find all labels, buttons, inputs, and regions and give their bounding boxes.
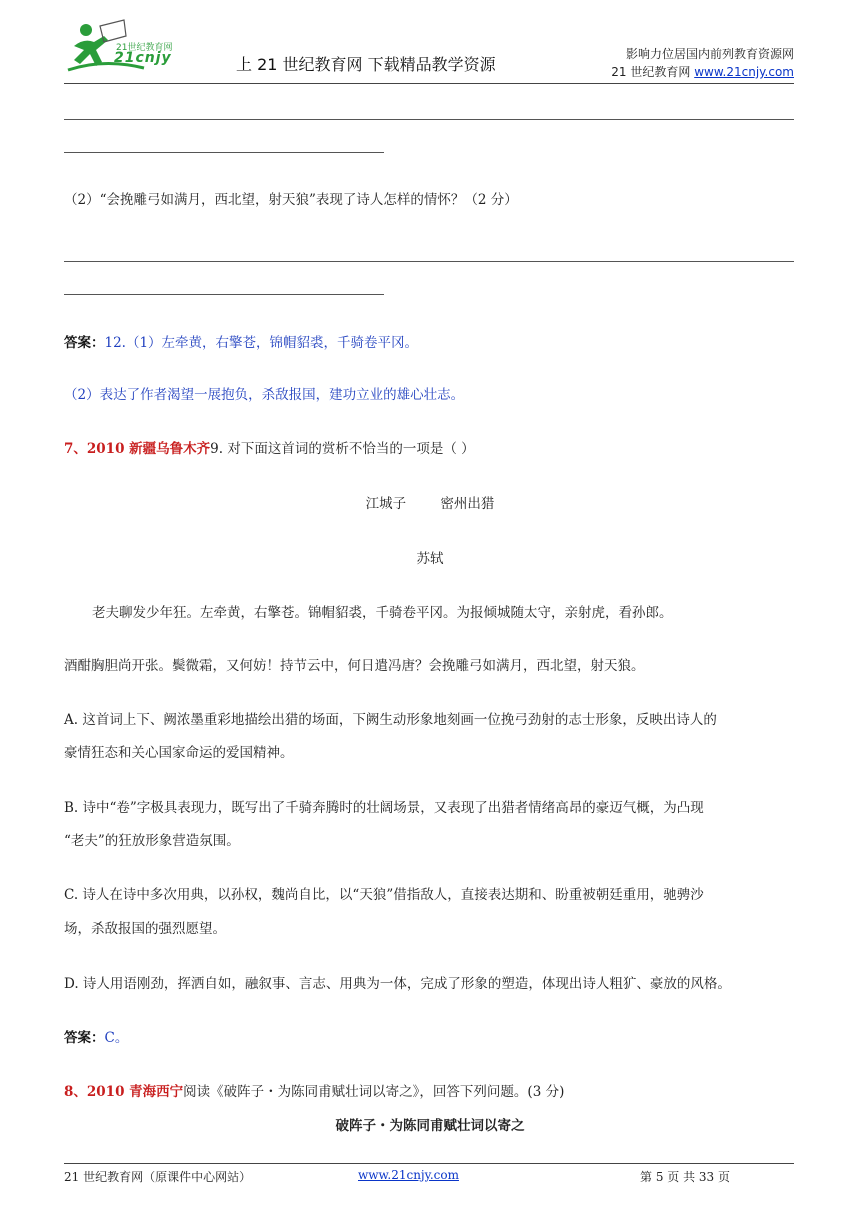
answer-text: C。 [104, 1030, 129, 1046]
item-7-heading [64, 440, 475, 458]
poem-title: 江城子 密州出猎 [365, 496, 495, 512]
logo-text-bottom: 21cnjy [114, 50, 172, 66]
footer-divider [64, 1163, 794, 1164]
answer-text: 12.（1）左牵黄，右擎苍，锦帽貂裘，千骑卷平冈。 [104, 335, 419, 351]
item-8-question: 阅读《破阵子・为陈同甫赋壮词以寄之》，回答下列问题。(3 分) [183, 1084, 565, 1100]
item-7-source: 7、2010 新疆乌鲁木齐 [64, 441, 211, 457]
header-site-link[interactable]: www.21cnjy.com [694, 65, 794, 79]
option-c-line-2: 场，杀敌报国的强烈愿望。 [64, 921, 226, 937]
option-d: D. 诗人用语刚劲，挥洒自如，融叙事、言志、用典为一体，完成了形象的塑造，体现出诗人粗犷、豪放的风格。 [64, 976, 731, 992]
footer-page-number: 第 5 页 共 33 页 [640, 1170, 730, 1184]
answer-label: 答案： [64, 335, 105, 351]
poem-line-2: 酒酣胸胆尚开张。鬓微霜，又何妨！持节云中，何日遣冯唐？会挽雕弓如满月，西北望，射天狼。 [64, 658, 645, 674]
footer-left: 21 世纪教育网（原课件中心网站） [64, 1170, 252, 1184]
header-tagline: 影响力位居国内前列教育资源网 [625, 47, 794, 61]
item-7-answer [64, 1029, 128, 1047]
poem-line-1: 老夫聊发少年狂。左牵黄，右擎苍。锦帽貂裘，千骑卷平冈。为报倾城随太守，亲射虎，看孙郎。 [92, 605, 673, 621]
answer-line [64, 152, 384, 153]
header-site-name: 21 世纪教育网 [611, 65, 695, 79]
answer-12-part1 [64, 334, 418, 352]
header-title: 上 21 世纪教育网 下载精品教学资源 [236, 55, 496, 74]
footer-link[interactable]: www.21cnjy.com [358, 1168, 459, 1182]
option-a-line-2: 豪情狂态和关心国家命运的爱国精神。 [64, 745, 294, 761]
option-b-line-2: “老夫”的狂放形象营造氛围。 [64, 833, 240, 849]
header-site-line [611, 63, 794, 81]
option-a-line-1: A. 这首词上下、阙浓墨重彩地描绘出猎的场面，下阙生动形象地刻画一位挽弓劲射的志士形象，反映出诗人的 [64, 712, 717, 728]
answer-12-part2: （2）表达了作者渴望一展抱负，杀敌报国，建功立业的雄心壮志。 [64, 387, 465, 403]
header-right [611, 45, 794, 81]
item-8-poem-title: 破阵子・为陈同甫赋壮词以寄之 [335, 1118, 525, 1134]
item-8-heading [64, 1083, 564, 1101]
option-c-line-1: C. 诗人在诗中多次用典，以孙权，魏尚自比，以“天狼”借指敌人，直接表达期和、盼重被朝廷重用，驰骋沙 [64, 887, 704, 903]
answer-label: 答案： [64, 1030, 105, 1046]
item-8-source: 8、2010 青海西宁 [64, 1084, 184, 1100]
answer-line [64, 294, 384, 295]
option-b-line-1: B. 诗中“卷”字极具表现力，既写出了千骑奔腾时的壮阔场景，又表现了出猎者情绪高昂的豪迈气概，为凸现 [64, 800, 704, 816]
poem-author: 苏轼 [416, 551, 444, 567]
logo-text-top: 21世纪教育网 [116, 43, 173, 53]
answer-line [64, 119, 794, 120]
question-2: （2）“会挽雕弓如满月，西北望，射天狼”表现了诗人怎样的情怀？（2 分） [64, 192, 518, 208]
site-logo [64, 18, 180, 80]
item-7-question: 9. 对下面这首词的赏析不恰当的一项是（ ） [210, 441, 475, 457]
answer-line [64, 261, 794, 262]
header-divider [64, 83, 794, 84]
